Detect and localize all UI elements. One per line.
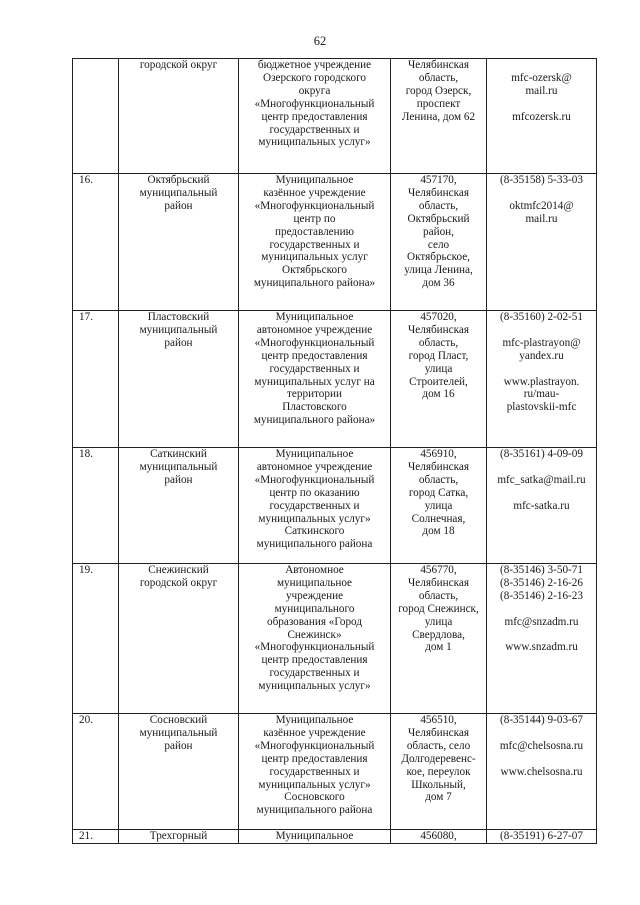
contacts-line: mfc@snzadm.ru <box>504 615 579 628</box>
district-line: район <box>164 473 193 486</box>
organization-line: государственных и <box>269 123 360 136</box>
address-line: кое, переулок <box>406 765 471 778</box>
organization-cell <box>239 174 391 311</box>
row-number-cell: 19. <box>73 564 119 714</box>
organization-cell <box>239 59 391 174</box>
organization-line: казённое учреждение <box>263 186 366 199</box>
table-row <box>73 311 597 448</box>
contacts-line: mfcozersk.ru <box>512 110 571 123</box>
address-line: область, <box>418 336 459 349</box>
address-line: 457170, <box>420 174 457 186</box>
organization-line: «Многофункциональный <box>254 199 375 212</box>
organization-line: автономное учреждение <box>256 323 373 336</box>
contacts-line <box>489 59 594 72</box>
district-cell <box>119 448 239 564</box>
organization-line: казённое учреждение <box>263 726 366 739</box>
organization-line: округа <box>298 84 331 97</box>
organization-line: образования «Город <box>266 615 363 628</box>
address-cell <box>391 174 487 311</box>
district-cell <box>119 311 239 448</box>
organization-line: предоставлению <box>275 225 354 238</box>
contacts-line: mfc-plastrayon@ <box>502 336 581 349</box>
organization-line: муниципальных услуг» <box>258 512 371 525</box>
contacts-line: (8-35146) 2-16-26 <box>500 576 583 589</box>
organization-line: автономное учреждение <box>256 460 373 473</box>
address-line: Свердлова, <box>412 628 465 641</box>
organization-line: центр предоставления <box>261 654 368 667</box>
organization-line: «Многофункциональный <box>254 97 375 110</box>
district-line: Октябрьский <box>147 174 210 186</box>
address-line: Октябрьское, <box>407 251 470 264</box>
district-line: район <box>164 336 193 349</box>
address-line: Челябинская <box>408 323 469 336</box>
row-number-cell: 16. <box>73 174 119 311</box>
address-line: улица <box>424 499 453 512</box>
table-row <box>73 830 597 844</box>
organization-line: Муниципальное <box>275 174 354 186</box>
organization-line: муниципального района» <box>253 414 376 427</box>
contacts-line: www.chelsosna.ru <box>500 765 583 778</box>
district-line: Саткинский <box>150 448 207 460</box>
contacts-line <box>489 603 594 616</box>
address-line: 457020, <box>420 311 457 323</box>
organization-line: муниципальных услуг» <box>258 136 371 149</box>
address-line: дом 16 <box>422 388 455 401</box>
address-line: область, <box>418 473 459 486</box>
address-line: Долгодеревенс- <box>401 752 476 765</box>
district-line: Сосновский <box>149 714 208 726</box>
address-cell <box>391 564 487 714</box>
address-line: дом 7 <box>425 791 452 804</box>
address-line: 456080, <box>420 830 457 842</box>
contacts-line <box>489 98 594 111</box>
address-cell <box>391 311 487 448</box>
address-cell <box>391 448 487 564</box>
district-cell <box>119 564 239 714</box>
organization-line: муниципальных услуг <box>261 251 368 264</box>
organization-cell <box>239 564 391 714</box>
organization-line: центр предоставления <box>261 752 368 765</box>
contacts-line: (8-35144) 9-03-67 <box>500 714 583 726</box>
contacts-line <box>489 187 594 200</box>
district-line: муниципальный <box>139 323 218 336</box>
organization-cell <box>239 830 391 844</box>
organization-cell <box>239 311 391 448</box>
organization-line: учреждение <box>285 589 344 602</box>
contacts-cell <box>487 59 597 174</box>
organization-line: «Многофункциональный <box>254 739 375 752</box>
address-line: Челябинская <box>408 460 469 473</box>
contacts-line <box>489 727 594 740</box>
address-line: 456770, <box>420 564 457 576</box>
row-number-cell: 17. <box>73 311 119 448</box>
row-number-cell: 18. <box>73 448 119 564</box>
address-line: дом 36 <box>422 277 455 290</box>
row-number-cell <box>73 59 119 174</box>
mfc-table-body <box>73 59 597 844</box>
organization-line: «Многофункциональный <box>254 336 375 349</box>
address-line: Челябинская <box>408 186 469 199</box>
organization-cell <box>239 714 391 830</box>
contacts-line: plastovskii-mfc <box>506 401 577 414</box>
district-cell <box>119 830 239 844</box>
mfc-table <box>72 58 597 844</box>
row-number-cell: 21. <box>73 830 119 844</box>
address-line: город Пласт, <box>408 349 469 362</box>
organization-line: муниципального района <box>256 538 373 551</box>
contacts-cell <box>487 714 597 830</box>
table-row <box>73 714 597 830</box>
district-cell <box>119 174 239 311</box>
address-line: район, <box>423 225 454 238</box>
organization-line: Озерского городского <box>263 71 366 84</box>
address-line: город Сатка, <box>408 486 469 499</box>
district-line: район <box>164 199 193 212</box>
address-line: проспект <box>416 97 461 110</box>
organization-line: центр предоставления <box>261 349 368 362</box>
district-line: Пластовский <box>147 311 210 323</box>
contacts-line: (8-35158) 5-33-03 <box>500 174 583 186</box>
address-line: Челябинская <box>408 59 469 71</box>
organization-line: муниципальное <box>276 576 353 589</box>
organization-line: «Многофункциональный <box>254 641 375 654</box>
address-line: Строителей, <box>409 375 468 388</box>
contacts-cell <box>487 174 597 311</box>
organization-cell <box>239 448 391 564</box>
table-row <box>73 564 597 714</box>
page-number: 62 <box>313 34 327 48</box>
address-line: 456510, <box>420 714 457 726</box>
contacts-line <box>489 487 594 500</box>
organization-line: государственных и <box>269 499 360 512</box>
district-line: муниципальный <box>139 726 218 739</box>
organization-line: государственных и <box>269 238 360 251</box>
district-line: муниципальный <box>139 186 218 199</box>
district-line: район <box>164 739 193 752</box>
organization-line: Снежинск» <box>287 628 342 641</box>
organization-line: государственных и <box>269 362 360 375</box>
organization-line: Автономное <box>285 564 344 576</box>
district-line: городской округ <box>139 59 218 71</box>
contacts-line: mfc_satka@mail.ru <box>497 473 586 486</box>
organization-line: Муниципальное <box>275 311 354 323</box>
contacts-line: oktmfc2014@ <box>509 199 574 212</box>
contacts-cell <box>487 564 597 714</box>
address-line: область, <box>418 589 459 602</box>
address-line: Челябинская <box>408 726 469 739</box>
address-line: город Озерск, <box>405 84 472 97</box>
address-line: Ленина, дом 62 <box>401 110 476 123</box>
table-row <box>73 448 597 564</box>
contacts-line: (8-35146) 2-16-23 <box>500 589 583 602</box>
contacts-line: mfc@chelsosna.ru <box>499 739 584 752</box>
organization-line: государственных и <box>269 667 360 680</box>
contacts-line: yandex.ru <box>519 349 564 362</box>
organization-line: государственных и <box>269 765 360 778</box>
district-line: Трехгорный <box>149 830 208 842</box>
organization-line: муниципальных услуг» <box>258 680 371 693</box>
address-cell <box>391 59 487 174</box>
contacts-line: mfc-ozersk@ <box>511 71 572 84</box>
contacts-line: (8-35191) 6-27-07 <box>500 830 583 842</box>
contacts-line: www.snzadm.ru <box>505 641 578 654</box>
address-cell <box>391 830 487 844</box>
contacts-line <box>489 461 594 474</box>
table-row <box>73 174 597 311</box>
district-line: муниципальный <box>139 460 218 473</box>
contacts-line: (8-35161) 4-09-09 <box>500 448 583 460</box>
contacts-line <box>489 629 594 642</box>
organization-line: муниципальных услуг» <box>258 778 371 791</box>
contacts-line: mail.ru <box>525 84 558 97</box>
contacts-line: mfc-satka.ru <box>513 499 570 512</box>
contacts-cell <box>487 448 597 564</box>
contacts-line <box>489 363 594 376</box>
district-cell <box>119 714 239 830</box>
contacts-line: (8-35146) 3-50-71 <box>500 564 583 576</box>
address-line: область, <box>418 199 459 212</box>
row-number-cell: 20. <box>73 714 119 830</box>
organization-line: «Многофункциональный <box>254 473 375 486</box>
district-cell <box>119 59 239 174</box>
address-line: область, село <box>406 739 471 752</box>
address-line: улица <box>424 615 453 628</box>
contacts-line: ru/mau- <box>523 388 560 401</box>
organization-line: центр по <box>293 212 336 225</box>
organization-line: муниципального района <box>256 804 373 817</box>
address-line: Школьный, <box>411 778 466 791</box>
organization-line: Муниципальное <box>275 830 354 842</box>
contacts-line: www.plastrayon. <box>503 375 580 388</box>
organization-line: муниципального <box>274 602 355 615</box>
contacts-line <box>489 324 594 337</box>
address-line: Октябрьский <box>407 212 470 225</box>
address-cell <box>391 714 487 830</box>
district-line: Снежинский <box>148 564 209 576</box>
address-line: область, <box>418 71 459 84</box>
address-line: Челябинская <box>408 576 469 589</box>
district-line: городской округ <box>139 576 218 589</box>
contacts-line: mail.ru <box>525 212 558 225</box>
address-line: дом 1 <box>425 641 452 654</box>
organization-line: Сосновского <box>284 791 345 804</box>
organization-line: Муниципальное <box>275 448 354 460</box>
organization-line: бюджетное учреждение <box>257 59 372 71</box>
address-line: Солнечная, <box>411 512 466 525</box>
organization-line: Пластовского <box>282 401 347 414</box>
contacts-cell <box>487 311 597 448</box>
organization-line: Саткинского <box>284 525 345 538</box>
address-line: 456910, <box>420 448 457 460</box>
organization-line: центр предоставления <box>261 110 368 123</box>
organization-line: муниципального района» <box>253 277 376 290</box>
address-line: село <box>427 238 450 251</box>
organization-line: территории <box>287 388 342 401</box>
contacts-cell <box>487 830 597 844</box>
organization-line: центр по оказанию <box>269 486 360 499</box>
address-line: улица <box>424 362 453 375</box>
contacts-line: (8-35160) 2-02-51 <box>500 311 583 323</box>
organization-line: Муниципальное <box>275 714 354 726</box>
contacts-line <box>489 753 594 766</box>
address-line: улица Ленина, <box>404 264 473 277</box>
address-line: город Снежинск, <box>398 602 479 615</box>
address-line: дом 18 <box>422 525 455 538</box>
organization-line: муниципальных услуг на <box>254 375 375 388</box>
table-row <box>73 59 597 174</box>
organization-line: Октябрьского <box>282 264 347 277</box>
